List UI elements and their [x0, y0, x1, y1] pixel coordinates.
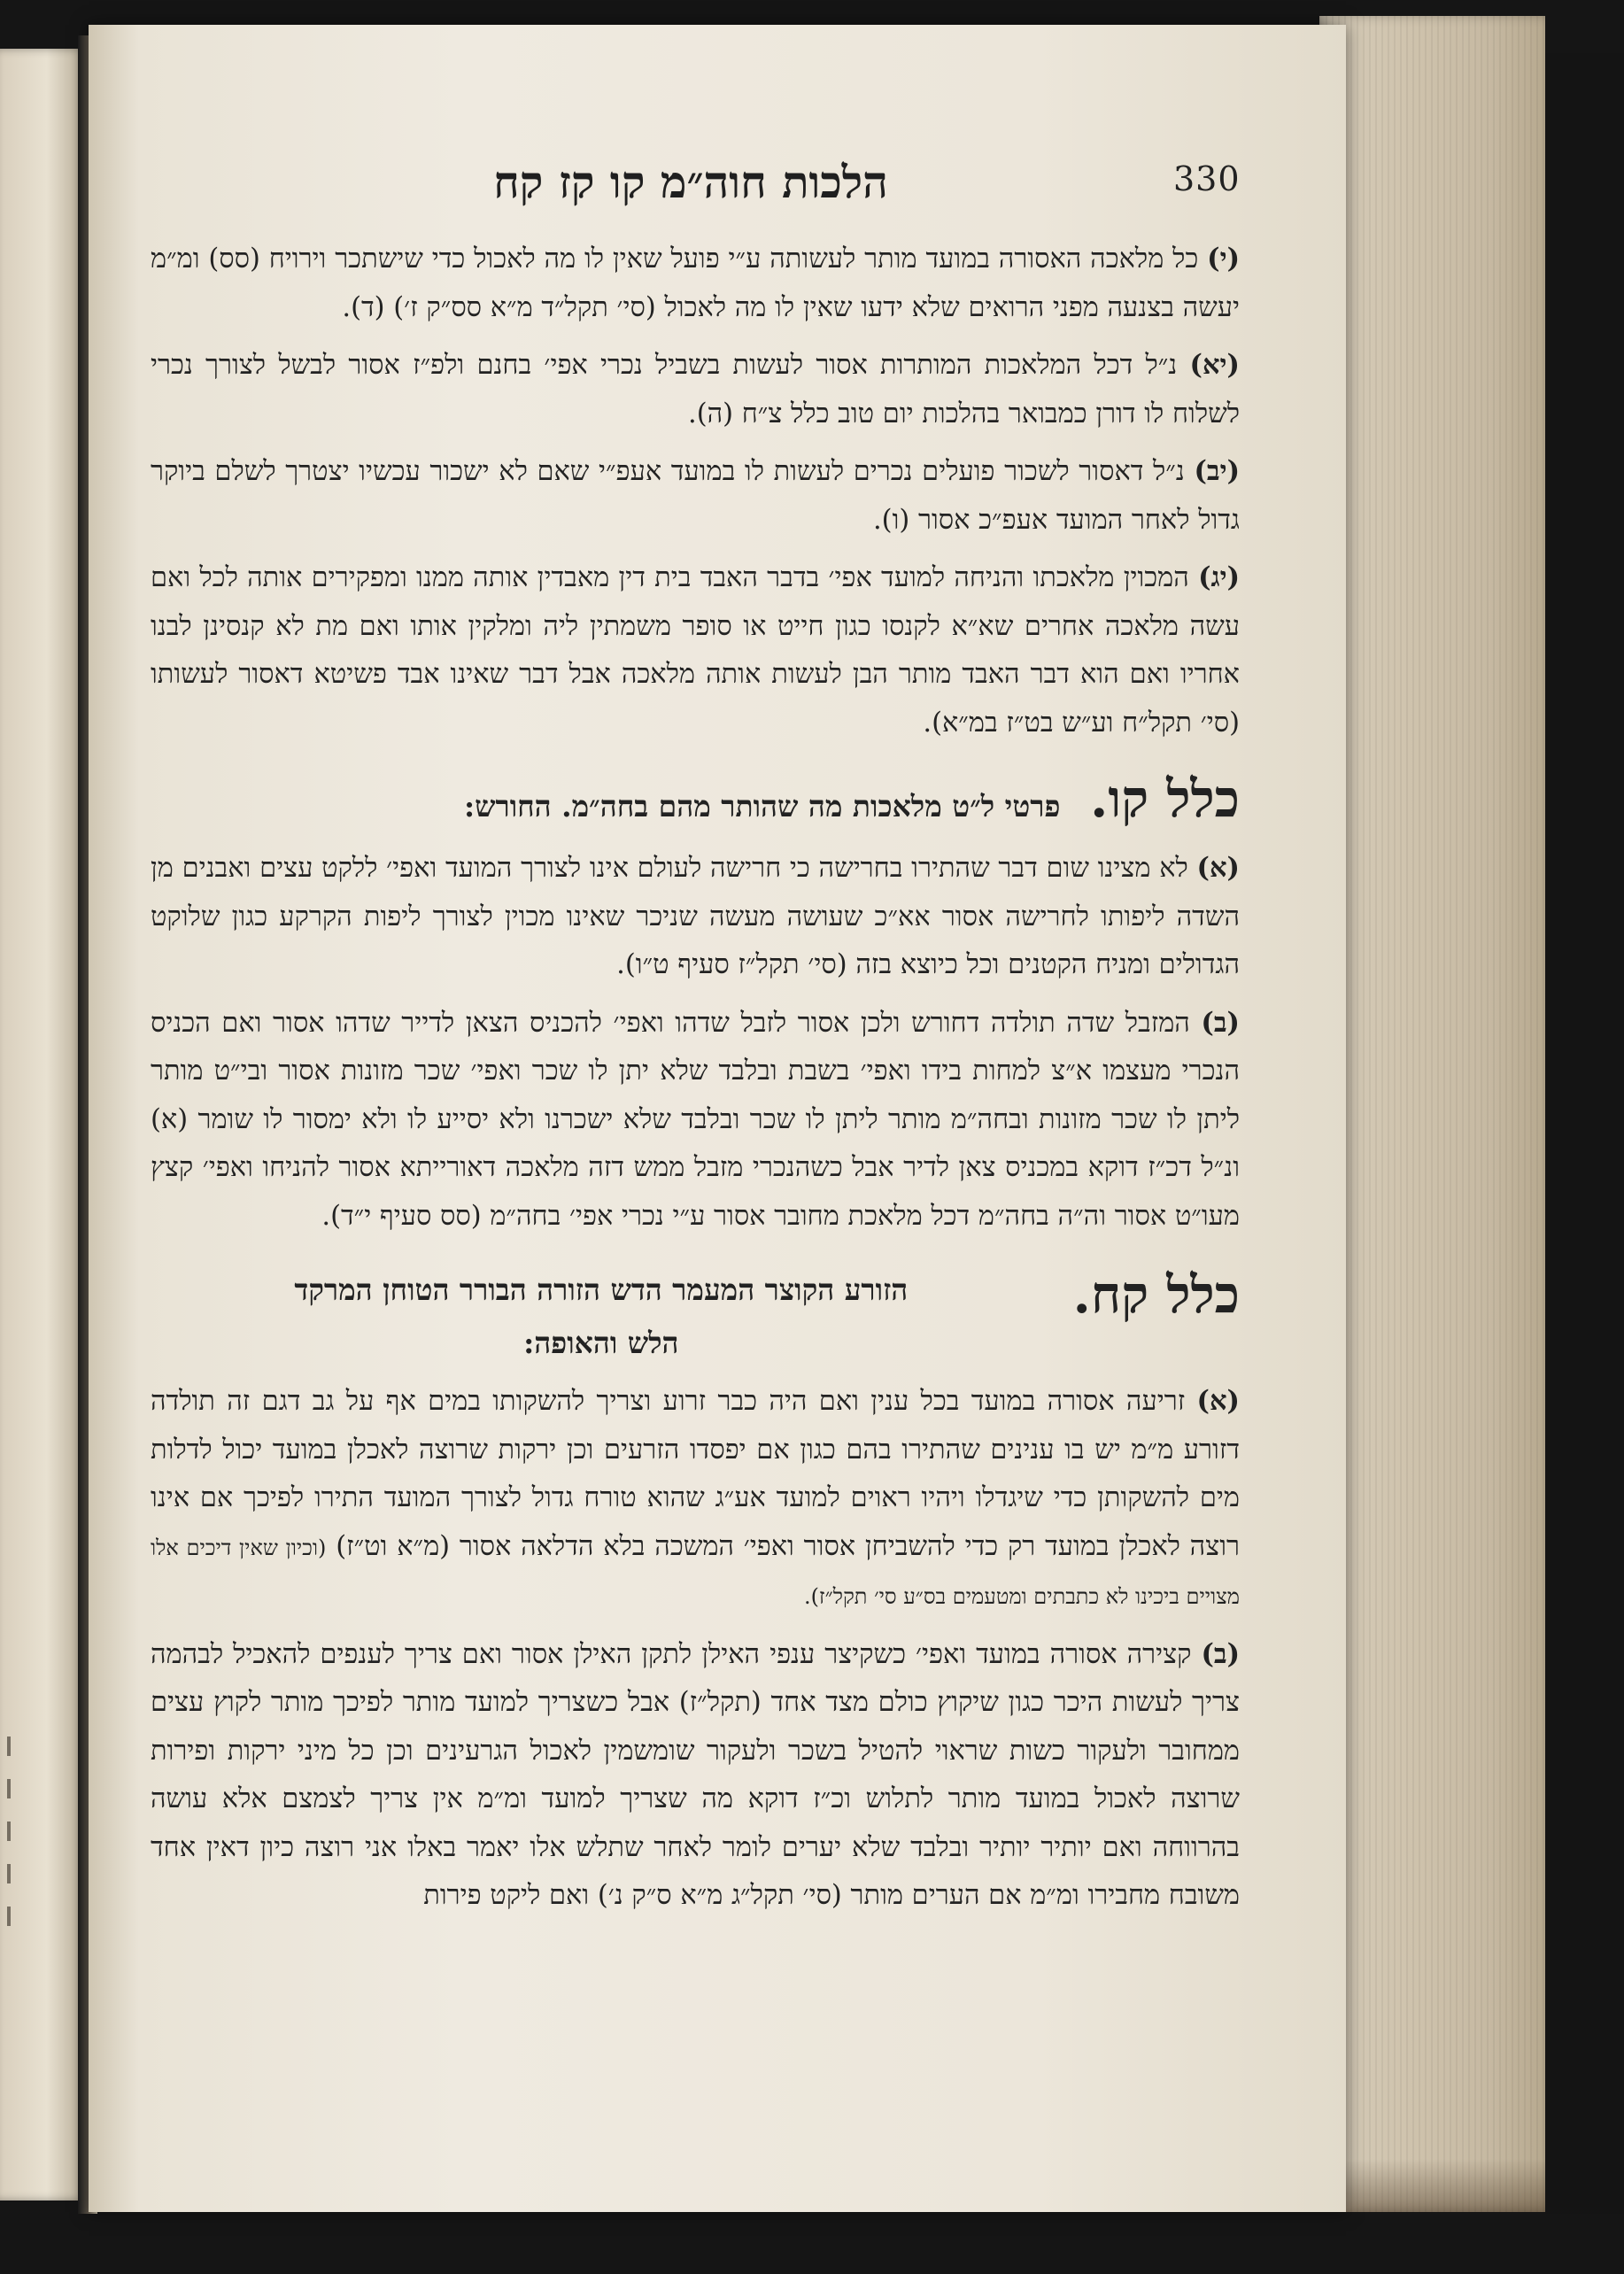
page-number: 330 — [1173, 159, 1241, 198]
background-right — [1545, 53, 1624, 2214]
left-page-marks — [5, 1713, 23, 1926]
paragraph-mark: (ב) — [1201, 1637, 1240, 1670]
chapter-title: פרטי ל״ט מלאכות מה שהותר מהם בחה״מ. החורש: — [463, 789, 1061, 824]
paragraph-106-1 — [151, 844, 1240, 990]
paragraph-106-2 — [151, 999, 1240, 1241]
paragraph-text: המזבל שדה תולדה דחורש ולכן אסור לזבל שדהו ואפי׳ להכניס הצאן לדייר שדהו אסור ואם הכניס הנכרי מעצמו א״צ למחות בידו ואפי׳ בשבת ובלבד שלא יתן לו שכר ואפי׳ שכר מזונות אסור ובי״ט מותר ליתן לו שכר מזונות ובחה״מ מותר ליתן לו שכר ובלבד שלא ישכרנו ולא יסייע לו ולא ימסור לו שומר (א) ונ״ל דכ״ז דוקא במכניס צאן לדיר אבל כשהנכרי מזבל ממש דזה מלאכה דאורייתא אסור להניחו ואפי׳ קצץ מעו״ט אסור וה״ה בחה״מ דכל מלאכת מחובר אסור ע״י נכרי אפי׳ בחה״מ (סס סעיף י״ד). — [151, 1007, 1240, 1232]
chapter-heading-108 — [151, 1264, 1240, 1370]
paragraph-text: קצירה אסורה במועד ואפי׳ כשקיצר ענפי האילן לתקן האילן אסור ואם צריך לענפים להאכיל לבהמה צריך לעשות היכר כגון שיקוץ כולם מצד אחד (תקל״ז) אבל כשצריך למועד מותר לפיכך מותר לקוץ עצים ממחובר ולעקור כשות שראוי להטיל בשכר ולעקור שומשמין לאכול הגרעינים וכן כל מיני ירקות ופירות שרוצה לאכול במועד מותר לתלוש וכ״ז דוקא מה שצריך למועד ומ״מ אין צריך לצמצם אלא עושה בהרווחה ואם יותיר יותיר ובלבד שלא יערים לומר לאחר שתלש אלו יאמר באלו אני רוצה כיון דאין אחד משובח מחבירו ומ״מ אם הערים מותר (סי׳ תקל״ג מ״א ס״ק נ׳) ואם ליקט פירות — [151, 1638, 1240, 1911]
page-body — [151, 235, 1240, 1921]
chapter-heading-106 — [151, 770, 1240, 837]
page-stack-edge — [1319, 16, 1545, 2212]
paragraph-mark: (יא) — [1189, 349, 1240, 381]
paragraph-108-1 — [151, 1377, 1240, 1621]
paragraph-108-2 — [151, 1630, 1240, 1921]
paragraph-12 — [151, 447, 1240, 545]
paragraph-13 — [151, 553, 1240, 747]
chapter-number: כלל קו. — [1090, 769, 1240, 829]
paragraph-11 — [151, 341, 1240, 438]
paragraph-mark: (א) — [1196, 1385, 1240, 1417]
paragraph-mark: (יב) — [1194, 455, 1240, 487]
paragraph-mark: (יג) — [1198, 561, 1241, 593]
chapter-title-line2: הלש והאופה: — [523, 1326, 679, 1360]
paragraph-text: זריעה אסורה במועד בכל ענין ואם היה כבר זרוע וצריך להשקותו במים אף על גב דגם זה תולדה דזורע מ״מ יש בו ענינים שהתירו בהם כגון אם יפסדו הזרעים וכן ירקות שרוצה לאכלן במועד יכול לדלות מים להשקותן כדי שיגדלו ויהיו ראוים למועד אע״ג שהוא טורח גדול לצורך המועד התירו לפיכך אם אינו רוצה לאכלן במועד רק כדי להשביחן אסור ואפי׳ המשכה בלא הדלאה אסור (מ״א וט״ז) — [151, 1386, 1240, 1562]
chapter-title-line1: הזורע הקוצר המעמר הדש הזורה הבורר הטוחן המרקד — [294, 1272, 909, 1307]
paragraph-mark: (ב) — [1201, 1006, 1240, 1039]
paragraph-text: נ״ל דאסור לשכור פועלים נכרים לעשות לו במועד אעפ״י שאם לא ישכור עכשיו יצטרך לשלם ביוקר גדול לאחר המועד אעפ״כ אסור (ו). — [151, 456, 1240, 536]
paragraph-mark: (י) — [1207, 243, 1240, 275]
paragraph-text: נ״ל דכל המלאכות המותרות אסור לעשות בשביל נכרי אפי׳ בחנם ולפ״ז אסור לבשל לצורך נכרי לשלוח לו דורן כמבואר בהלכות יום טוב כלל צ״ח (ה). — [151, 350, 1240, 429]
paragraph-small-note: (וכיון שאין דיכים אלו מצויים ביכינו לא כתבתים ומטעמים בס״ע סי׳ תקל״ז). — [151, 1535, 1240, 1609]
running-head: הלכות חוה״מ קו קז קח — [493, 156, 888, 208]
paragraph-mark: (א) — [1196, 852, 1240, 884]
paragraph-text: כל מלאכה האסורה במועד מותר לעשותה ע״י פועל שאין לו מה לאכול כדי שישתכר וירויח (סס) ומ״מ יעשה בצנעה מפני הרואים שלא ידעו שאין לו מה לאכול (סי׳ תקל״ד מ״א סס״ק ז׳) (ד). — [151, 244, 1240, 323]
paragraph-text: לא מצינו שום דבר שהתירו בחרישה כי חרישה לעולם אינו לצורך המועד ואפי׳ ללקט עצים ואבנים מן השדה ליפותו לחרישה אסור אא״כ שעושה מעשה שניכר שאינו מכוין לצורך ליפות הקרקע כגון שלוקט הגדולים ומניח הקטנים וכל כיוצא בזה (סי׳ תקל״ז סעיף ט״ו). — [151, 853, 1240, 980]
left-page-edge — [0, 49, 85, 2201]
paragraph-10 — [151, 235, 1240, 332]
paragraph-text: המכוין מלאכתו והניחה למועד אפי׳ בדבר האבד בית דין מאבדין אותה ממנו ומפקירים אותה לכל ואם עשה מלאכה אחרים שא״א לקנסו כגון חייט או סופר משמתין ליה ומלקין אותו ואם מת לא קנסינן לבנו אחריו ואם הוא דבר האבד מותר הבן לעשות אותה מלאכה אבל דבר שאינו אבד פשיטא דאסור לעשותו (סי׳ תקל״ח וע״ש בט״ז במ״א). — [151, 562, 1240, 739]
chapter-number: כלל קח. — [1072, 1265, 1240, 1325]
